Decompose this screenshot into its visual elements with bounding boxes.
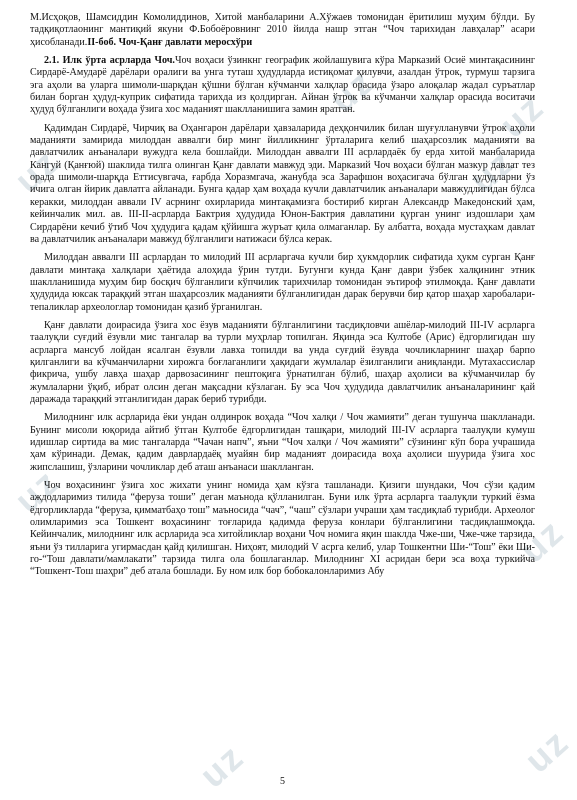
watermark: uz <box>516 720 577 781</box>
section-paragraph <box>30 55 535 117</box>
intro-paragraph <box>30 12 535 49</box>
intro-text: М.Исҳоқов, Шамсиддин Комолиддинов, Хитой манбаларини А.Хўжаев томонидан ёритилиш муҳим бўлди. Бу тадқиқотлаонинг мантиқий якуни Ф.Бобоёровнинг 2010 йилда нашр этган “Чоч тарихидан лавҳалар” асари ҳисобланади. <box>30 12 535 48</box>
body-paragraph: Милоднинг илк асрларида ёки ундан олдинрок воҳада “Чоч халқи / Чоч жамияти” деган тушунча шаклланади. Бунинг мисоли юқорида айтиб ўтган Култобе ёдгорлигидан ташқари, милодий III-IV асрларга таалуқли кумуш идишлар сиртида ва мис тангаларда “Чачан напч”, яъни “Чоч халқи / Чоч жамияти” сўзининг кўп бора учрашида ҳам кўринади. Демак, қадим даврлардаёқ муайян бир маданият доирасида воҳа аҳолиси шуурида ўзига хос жипслашиш, ўзларини чочликлар деб аташ анъанаси шаклланган. <box>30 412 535 473</box>
watermark: uz <box>6 460 67 521</box>
document-page <box>30 12 535 579</box>
body-paragraph: Қанғ давлати доирасида ўзига хос ёзув маданияти бўлганлигини тасдиқловчи ашёлар-милодий III-IV асрларга таалуқли суғдий ёзувли мис тангалар ва турли муҳрлар топилган. Яқинда эса Култобе (Арис) ёдгорлигидан шу асрларга мансуб лойдан ясалган ёзувли лавха топилди ва унда суғдий ёзувда чочликларнинг шаҳар барпо қилганлиги ва кўчманчиларни хирожга боғлаганлиги ҳақидаги жумлалар ёзилганлиги аниқланди. Мутахассислар фикрича, ушбу лавҳа шаҳар дарвозасининг пештоқига ўрнатилган бўлиб, шаҳар аҳолиси ва кўчманчилар бу жумлаларни ўқиб, ибрат олсин деган мақсадни кўзлаган. Бу эса Чоч ҳудудида давлатчилик анъаналарининг қай даражада тараққий этганлигидан дарак бериб турибди. <box>30 319 535 405</box>
chapter-heading: II-боб. Чоч-Қанғ давлати меросхўри <box>87 36 253 48</box>
page-number: 5 <box>280 776 285 787</box>
body-paragraph: Чоч воҳасининг ўзига хос жихати унинг номида ҳам кўзга ташланади. Қизиги шундаки, Чоч сўзи қадим аждодларимиз тилида “феруза тоши” деган маънода қўлланилган. Буни илк ўрта асрларга таалуқли туркий ёзма ёдгорликларда “феруза, қимматбаҳо тош” маъносида “чач”, “чаш” сўзлари учраши ҳам тасдиқлаб турибди. Археолог олимларимиз эса Тошкент воҳасининг тоғларида қадимда феруза конлари бўлганлигини тасдиқлашмоқда. Кейинчалик, милоднинг илк асрларида эса хитойликлар воҳани Чоч номига яқин шаклда Чже-ши, Чже-чже тарзида, яъни ўз тилларига угирмасдан қайд қилишган. Ниҳоят, милодий V асрга келиб, улар Тошкентни Ши-“Тош” ёки Ши-го-“Тош давлати/мамлакати” тарзида тилга ола бошлаганлар. Милоднинг XI асридан бери эса воҳа туркийча “Тошкент-Тош шаҳри” деб атала бошлади. Бу ном илк бор бобокалонларимиз Абу <box>30 480 536 578</box>
watermark: uz <box>461 140 522 201</box>
body-paragraph: Милоддан аввалги III асрлардан то милодий III асрларгача кучли бир ҳукмдорлик сифатида ҳукм сурган Қанғ давлати минтақа халқлари ҳаётида алоҳида ўрин тутди. Бугунги кунда Қанғ даври ўзбек халқининг этник шаклланишида муҳим бир босқич бўлганлиги кўпчилик тарихчилар томонидан эътироф этилмоқда. Қанғ давлати ҳудудида юксак тараққий этган шаҳарсозлик маданияти бўлганлигидан дарак берувчи бир қатор шаҳар харобалари-тепаликлар археологлар томонидан қазиб ўрганилган. <box>30 252 535 313</box>
section-text: Чоч воҳаси ўзинкнг географик жойлашувига кўра Марказий Осиё минтақасининг Сирдарё-Амударё дарёлари оралиги ва унга туташ ҳудудларда истиқомат қилувчи, азалдан ўтрок, турмуш тарзига эга аҳоли ва уларга шимоли-шарқдан қўшни бўлган кўчманчи халқлар орасида ўзаро алоқалар жадал суръатлар билан борган ҳудуд-куприк сифатида тарихда из қолдирган. Айнан ўтрок ва кўчманчи халқлар орасида воситачи ҳудуд бўлганлиги воҳада ўзига хос маданият шаклланишига замин яратган. <box>30 55 535 116</box>
watermark: uz <box>321 60 382 121</box>
watermark: uz <box>491 85 552 146</box>
watermark: uz <box>511 510 572 571</box>
body-paragraph: Қадимдан Сирдарё, Чирчиқ ва Оҳангарон дарёлари ҳавзаларида деҳқончилик билан шуғулланувчи ўтрок аҳоли маданияти замирида милоддан аввалги бир минг йилликнинг ўрталарига келиб шаҳарсозлик маданияти ва давлатчилик анъаналари вужудга кела бошлайди. Милоддан аввалги III асрлардаёк бу ерда хитой манбаларида Кангуй (Қанғюй) шаклида тилга олинган Қанғ давлати мавжуд эди. Марказий Чоч воҳаси бўлган мазкур давлат тез орада шимоли-шарқда Еттисувгача, ғарбда Хоразмгача, жанубда эса Зарафшон воҳасигача бўлган ҳудудларни ўз ичига олган йирик давлатга айланади. Бунга қадар ҳам воҳада кучли давлатчилик анъаналари мавжудлигидан бўлса керакки, милоддан аввали IV асрнинг охирларида минтақамизга бостириб кирган Александр Македонский ҳам, кейинчалик мил. ав. III-II-асрларда Бактрия ҳудудида Юнон-Бактрия давлатини қурган унинг издошлари ҳам Сирдарёни кечиб ўтиб Чоч ҳудудига қадам қўйишга журъат қила олмаганлар. Бу албатта, воҳада мустаҳкам давлат ва давлатчилик анъаналари мавжуд бўлганлиги натижаси бўлса керак. <box>30 122 535 245</box>
watermark: uz <box>191 735 252 796</box>
watermark: uz <box>6 140 67 201</box>
section-heading: 2.1. Илк ўрта асрларда Чоч. <box>44 55 175 67</box>
